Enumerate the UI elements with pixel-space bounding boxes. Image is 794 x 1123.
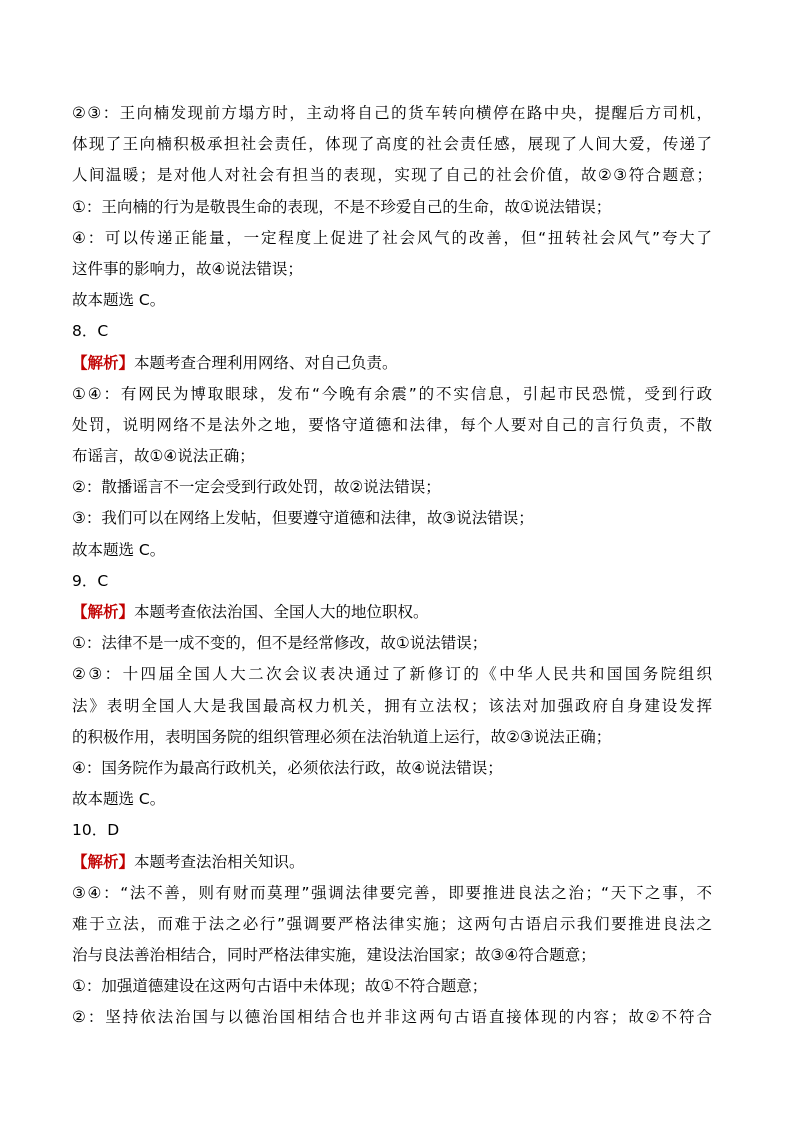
analysis-tag: 【解析】 (72, 852, 135, 871)
line-text: 难于立法，而难于法之必行”强调要严格法律实施；这两句古语启示我们要推进良法之 (72, 914, 712, 933)
line-text: ①④：有网民为博取眼球，发布“今晚有余震”的不实信息，引起市民恐慌，受到行政 (72, 384, 712, 403)
line-text: ①：加强道德建设在这两句古语中未体现；故①不符合题意； (72, 977, 488, 996)
text-line (72, 878, 712, 909)
text-line (72, 441, 712, 472)
question-number (72, 316, 712, 347)
text-line (72, 254, 712, 285)
question-number (72, 815, 712, 846)
analysis-heading (72, 847, 712, 878)
text-line (72, 129, 712, 160)
line-text: 8．C (72, 322, 109, 341)
line-text: 这件事的影响力，故④说法错误； (72, 259, 303, 278)
line-text: 故本题选 C。 (72, 790, 166, 809)
line-text: 法》表明全国人大是我国最高权力机关，拥有立法权；该法对加强政府自身建设发挥 (72, 696, 712, 715)
text-line (72, 98, 712, 129)
text-line (72, 628, 712, 659)
line-text: ③④：“法不善，则有财而莫理”强调法律要完善，即要推进良法之治；“天下之事，不 (72, 883, 712, 902)
text-line (72, 971, 712, 1002)
text-line (72, 223, 712, 254)
text-line (72, 784, 712, 815)
line-text: 本题考查依法治国、全国人大的地位职权。 (134, 603, 429, 621)
line-text: 处罚，说明网络不是法外之地，要恪守道德和法律，每个人要对自己的言行负责，不散 (72, 415, 712, 434)
line-text: 故本题选 C。 (72, 540, 166, 559)
text-line (72, 472, 712, 503)
line-text: ①：王向楠的行为是敬畏生命的表现，不是不珍爱自己的生命，故①说法错误； (72, 197, 612, 216)
analysis-tag: 【解析】 (72, 353, 135, 372)
text-line (72, 535, 712, 566)
text-line (72, 940, 712, 971)
text-line (72, 909, 712, 940)
line-text: ①：法律不是一成不变的，但不是经常修改，故①说法错误； (72, 634, 488, 653)
line-text: ④：国务院作为最高行政机关，必须依法行政，故④说法错误； (72, 758, 503, 777)
text-line (72, 691, 712, 722)
text-line (72, 160, 712, 191)
line-text: ②：坚持依法治国与以德治国相结合也并非这两句古语直接体现的内容；故②不符合 (72, 1008, 712, 1027)
line-text: 故本题选 C。 (72, 291, 166, 310)
analysis-tag: 【解析】 (72, 603, 135, 621)
text-line (72, 503, 712, 534)
question-number (72, 566, 712, 597)
text-line (72, 753, 712, 784)
line-text: 人间温暖；是对他人对社会有担当的表现，实现了自己的社会价值，故②③符合题意； (72, 166, 712, 185)
line-text: 本题考查合理利用网络、对自己负责。 (134, 353, 398, 372)
line-text: ②：散播谣言不一定会受到行政处罚，故②说法错误； (72, 478, 441, 497)
text-line (72, 659, 712, 690)
analysis-heading (72, 348, 712, 379)
text-line (72, 285, 712, 316)
text-line (72, 1002, 712, 1033)
answer-explanation-page (72, 98, 712, 1034)
line-text: 9．C (72, 571, 109, 590)
text-line (72, 379, 712, 410)
line-text: 的积极作用，表明国务院的组织管理必须在法治轨道上运行，故②③说法正确； (72, 727, 612, 746)
line-text: 10．D (72, 821, 120, 840)
line-text: 体现了王向楠积极承担社会责任，体现了高度的社会责任感，展现了人间大爱，传递了 (72, 135, 712, 154)
line-text: ④：可以传递正能量，一定程度上促进了社会风气的改善，但“扭转社会风气”夸大了 (72, 228, 712, 247)
line-text: 布谣言，故①④说法正确； (72, 447, 255, 466)
text-line (72, 192, 712, 223)
line-text: ②③：十四届全国人大二次会议表决通过了新修订的《中华人民共和国国务院组织 (72, 665, 712, 684)
line-text: ②③：王向楠发现前方塌方时，主动将自己的货车转向横停在路中央，提醒后方司机， (72, 104, 712, 122)
line-text: 本题考查法治相关知识。 (134, 852, 305, 871)
line-text: ③：我们可以在网络上发帖，但要遵守道德和法律，故③说法错误； (72, 509, 534, 528)
text-line (72, 722, 712, 753)
text-line (72, 410, 712, 441)
analysis-heading (72, 597, 712, 628)
line-text: 治与良法善治相结合，同时严格法律实施，建设法治国家；故③④符合题意； (72, 946, 596, 965)
